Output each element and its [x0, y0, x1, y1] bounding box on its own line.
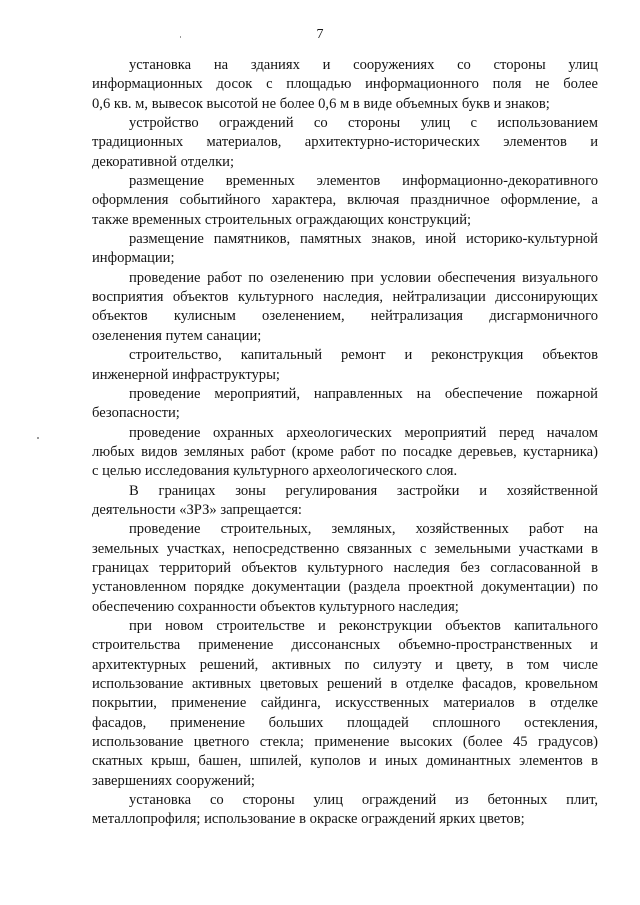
text-line: устройство ограждений со стороны улиц с использованием [129, 115, 598, 132]
text-line: декоративной отделки; [92, 153, 235, 170]
para-zrz-prohibited [92, 482, 598, 521]
para-monuments [92, 230, 598, 269]
text-line: проведение мероприятий, направленных на обеспечение пожарной [129, 385, 598, 402]
text-line: установка на зданиях и сооружениях со стороны улиц [129, 57, 598, 73]
text-line: озеленения путем санации; [92, 327, 262, 344]
text-line: земельных участках, непосредственно связанных с земельными участками в [92, 540, 598, 557]
text-line: любых видов земляных работ (кроме работ по посадке деревьев, кустарника) [92, 443, 598, 460]
para-fire-safety [92, 385, 598, 424]
text-line: обеспечению сохранности объектов культурного наследия; [92, 598, 459, 615]
text-line: при новом строительстве и реконструкции объектов капитального [129, 617, 598, 634]
text-line: установка со стороны улиц ограждений из бетонных плит, [129, 792, 598, 809]
text-line: с целью исследования культурного археологического слоя. [92, 463, 458, 480]
text-line: скатных крыш, башен, шпилей, куполов и иных доминантных элементов в [92, 753, 598, 770]
text-line: металлопрофиля; использование в окраске ограждений ярких цветов; [92, 811, 525, 828]
text-line: В границах зоны регулирования застройки и хозяйственной [129, 482, 598, 499]
scan-mark-left [37, 437, 39, 439]
text-line: безопасности; [92, 405, 180, 422]
text-line: размещение временных элементов информационно-декоративного [129, 173, 598, 190]
text-line: строительства применение диссонансных объемно-пространственных и [92, 637, 598, 654]
text-line: объектов кулисным озеленением, нейтрализация дисгармоничного [92, 308, 598, 325]
para-concrete-fences [92, 791, 598, 830]
para-fences [92, 114, 598, 172]
text-line: установленном порядке документации (раздела проектной документации) по [92, 579, 598, 596]
text-line: архитектурных решений, активных по силуэту и цвету, в том числе [92, 656, 598, 673]
text-line: покрытии, применение сайдинга, искусственных материалов в отделке [92, 695, 598, 712]
text-line: 0,6 кв. м, вывесок высотой не более 0,6 м в виде объемных букв и знаков; [92, 95, 550, 112]
text-line: проведение строительных, земляных, хозяйственных работ на [129, 521, 598, 538]
text-line: строительство, капитальный ремонт и реконструкция объектов [129, 347, 598, 364]
text-line: фасадов, применение больших площадей сплошного остекления, [92, 714, 598, 731]
text-line: также временных строительных ограждающих конструкций; [92, 211, 472, 228]
para-works-without-approval [92, 520, 598, 617]
text-line: проведение работ по озеленению при условии обеспечения визуального [129, 269, 598, 286]
document-body [92, 56, 598, 830]
para-new-construction [92, 617, 598, 791]
para-info-boards [92, 56, 598, 114]
text-line: границах территорий объектов культурного наследия без согласованной в [92, 559, 598, 576]
scan-mark-top [180, 36, 181, 38]
text-line: завершениях сооружений; [92, 772, 255, 789]
text-line: размещение памятников, памятных знаков, иной историко-культурной [129, 231, 598, 248]
text-line: инженерной инфраструктуры; [92, 366, 280, 383]
text-line: проведение охранных археологических мероприятий перед началом [129, 424, 598, 441]
text-line: оформления событийного характера, включая праздничное оформление, а [92, 192, 598, 209]
text-line: традиционных материалов, архитектурно-исторических элементов и [92, 134, 598, 151]
para-landscaping [92, 269, 598, 346]
text-line: информационных досок с площадью информационного поля не более [92, 76, 598, 93]
text-line: деятельности «ЗРЗ» запрещается: [92, 501, 302, 518]
text-line: использование активных цветовых решений в отделке фасадов, кровельном [92, 676, 598, 692]
para-temporary-elements [92, 172, 598, 230]
text-line: использование цветного стекла; применение высоких (более 45 градусов) [92, 734, 598, 751]
para-archaeology [92, 424, 598, 482]
text-line: восприятия объектов культурного наследия, нейтрализации диссонирующих [92, 289, 598, 306]
text-line: информации; [92, 250, 175, 267]
page-number: 7 [316, 27, 324, 42]
para-engineering-infrastructure [92, 346, 598, 385]
